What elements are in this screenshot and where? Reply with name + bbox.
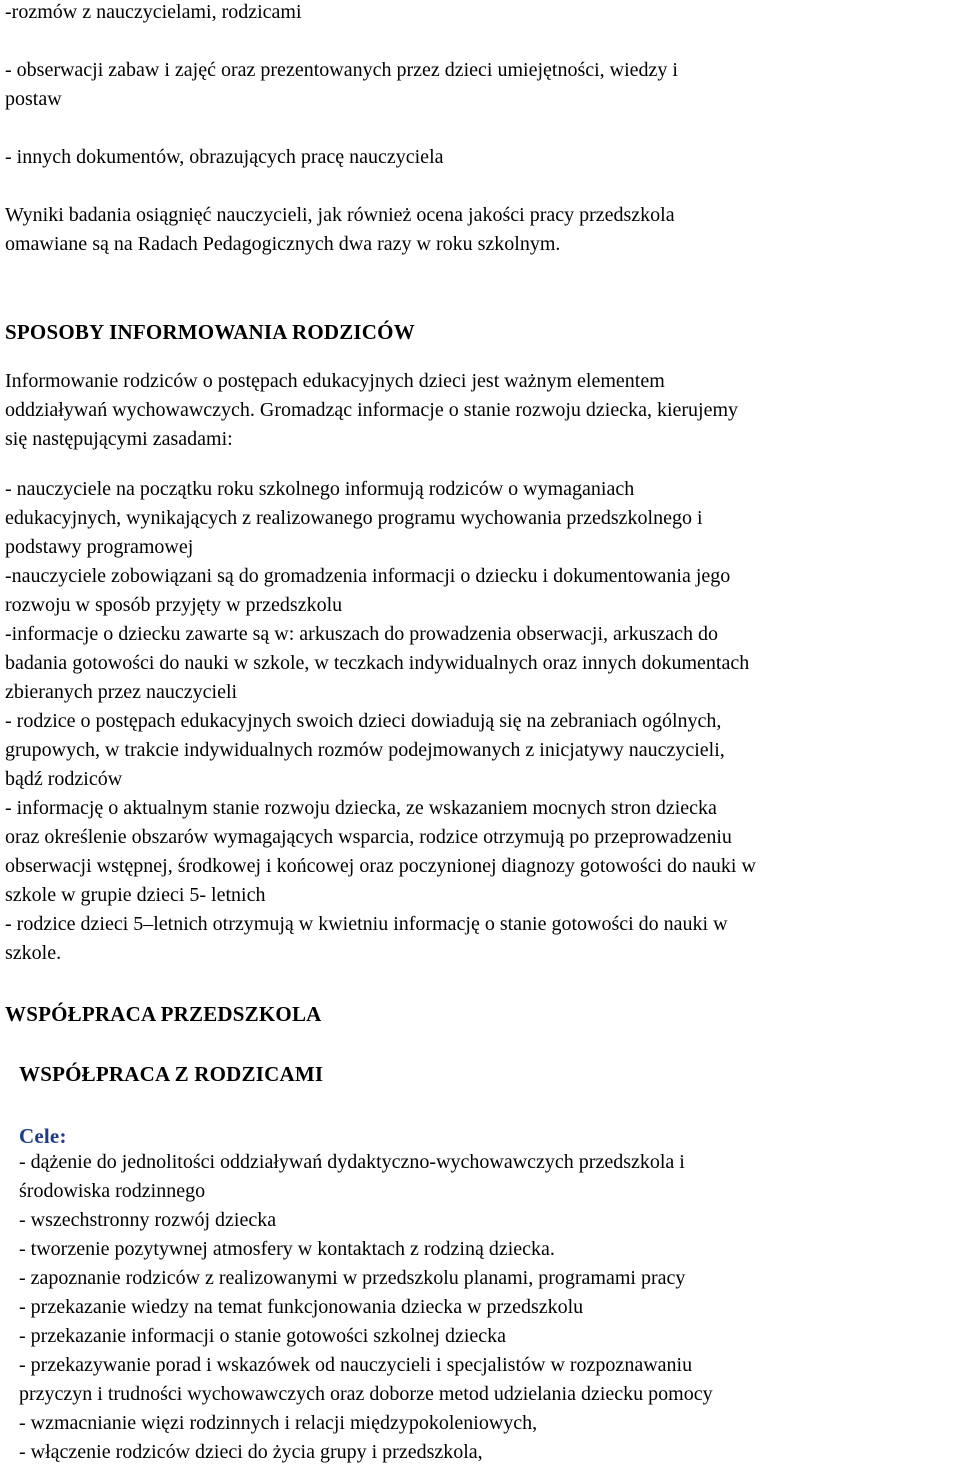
list-item: - dążenie do jednolitości oddziaływań dydaktyczno-wychowawczych przedszkola i [19, 1151, 685, 1173]
goals-label: Cele: [19, 1124, 67, 1148]
text-line: Informowanie rodziców o postępach edukacyjnych dzieci jest ważnym elementem [5, 370, 665, 392]
list-item: środowiska rodzinnego [19, 1180, 206, 1202]
text-line: szkole. [5, 942, 62, 964]
text-line: -nauczyciele zobowiązani są do gromadzenia informacji o dziecku i dokumentowania jego [5, 565, 731, 587]
text-line: podstawy programowej [5, 536, 194, 558]
text-line: - obserwacji zabaw i zajęć oraz prezentowanych przez dzieci umiejętności, wiedzy i [5, 59, 678, 81]
text-line: się następującymi zasadami: [5, 428, 233, 450]
text-line: obserwacji wstępnej, środkowej i końcowej oraz poczynionej diagnozy gotowości do nauki w [5, 855, 756, 877]
list-item: - przekazanie informacji o stanie gotowości szkolnej dziecka [19, 1325, 507, 1347]
list-item: - tworzenie pozytywnej atmosfery w kontaktach z rodziną dziecka. [19, 1238, 555, 1260]
list-item: - wzmacnianie więzi rodzinnych i relacji międzypokoleniowych, [19, 1412, 538, 1434]
section-heading: SPOSOBY INFORMOWANIA RODZICÓW [5, 320, 415, 344]
text-line: grupowych, w trakcie indywidualnych rozmów podejmowanych z inicjatywy nauczycieli, [5, 739, 725, 761]
list-item: przyczyn i trudności wychowawczych oraz doborze metod udzielania dziecku pomocy [19, 1383, 713, 1405]
list-item: - przekazywanie porad i wskazówek od nauczycieli i specjalistów w rozpoznawaniu [19, 1354, 693, 1376]
text-line: bądź rodziców [5, 768, 123, 790]
list-item: - wszechstronny rozwój dziecka [19, 1209, 277, 1231]
section-heading: WSPÓŁPRACA PRZEDSZKOLA [5, 1002, 322, 1026]
text-line: oraz określenie obszarów wymagających wsparcia, rodzice otrzymują po przeprowadzeniu [5, 826, 732, 848]
text-line: -informacje o dziecku zawarte są w: arkuszach do prowadzenia obserwacji, arkuszach do [5, 623, 718, 645]
text-line: postaw [5, 88, 62, 110]
list-item: - włączenie rodziców dzieci do życia grupy i przedszkola, [19, 1441, 483, 1463]
list-item: - przekazanie wiedzy na temat funkcjonowania dziecka w przedszkolu [19, 1296, 584, 1318]
text-line: oddziaływań wychowawczych. Gromadząc informacje o stanie rozwoju dziecka, kierujemy [5, 399, 739, 421]
text-line: - rodzice o postępach edukacyjnych swoich dzieci dowiadują się na zebraniach ogólnych, [5, 710, 722, 732]
text-line: edukacyjnych, wynikających z realizowanego programu wychowania przedszkolnego i [5, 507, 703, 529]
text-line: omawiane są na Radach Pedagogicznych dwa razy w roku szkolnym. [5, 233, 561, 255]
subsection-heading: WSPÓŁPRACA Z RODZICAMI [19, 1062, 324, 1086]
text-line: - nauczyciele na początku roku szkolnego informują rodziców o wymaganiach [5, 478, 635, 500]
text-line: - rodzice dzieci 5–letnich otrzymują w kwietniu informację o stanie gotowości do nauki w [5, 913, 728, 935]
text-line: - innych dokumentów, obrazujących pracę nauczyciela [5, 146, 444, 168]
text-line: Wyniki badania osiągnięć nauczycieli, jak również ocena jakości pracy przedszkola [5, 204, 675, 226]
text-line: rozwoju w sposób przyjęty w przedszkolu [5, 594, 343, 616]
text-line: - informację o aktualnym stanie rozwoju dziecka, ze wskazaniem mocnych stron dziecka [5, 797, 717, 819]
text-line: szkole w grupie dzieci 5- letnich [5, 884, 266, 906]
text-line: zbieranych przez nauczycieli [5, 681, 238, 703]
list-item: - zapoznanie rodziców z realizowanymi w przedszkolu planami, programami pracy [19, 1267, 686, 1289]
text-line: -rozmów z nauczycielami, rodzicami [5, 1, 302, 23]
text-line: badania gotowości do nauki w szkole, w teczkach indywidualnych oraz innych dokumentach [5, 652, 750, 674]
